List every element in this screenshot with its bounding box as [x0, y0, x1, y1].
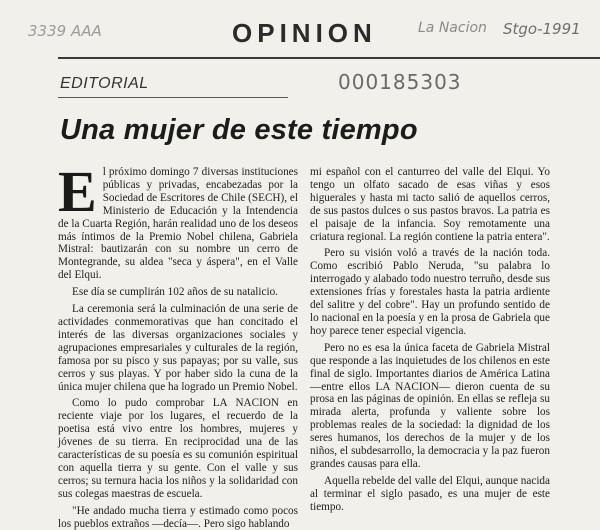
- rubric-rule: [58, 97, 288, 98]
- article-column-left: [58, 159, 298, 530]
- handwritten-archive-mark: 3339 AAA: [28, 22, 102, 40]
- section-title: OPINION: [232, 18, 377, 48]
- paragraph: La ceremonia será la culminación de una serie de actividades conmemorativas que han concitado el interés de las diversas organizaciones sociales y agrupaciones empresariales y culturales de la región, famosa por su pisco y sus papayas; por su valle, sus cerros y sus playas. Y por haber sido la cuna de la única mujer chilena que ha logrado un Premio Nobel.: [58, 303, 298, 393]
- paragraph: "He andado mucha tierra y estimado como pocos los pueblos extraños —decía—. Pero sigo hablando: [58, 504, 298, 530]
- paragraph: El próximo domingo 7 diversas instituciones públicas y privadas, encabezadas por la Sociedad de Escritores de Chile (SECH), el Ministerio de Educación y la Intendencia de la Cuarta Región, harán realidad uno de los deseos más íntimos de la Premio Nobel chilena, Gabriela Mistral: bautizarán con su nombre un cerro de Montegrande, su aldea "seca y áspera", en el Valle del Elqui.: [58, 159, 298, 282]
- drop-cap: E: [58, 159, 97, 224]
- handwritten-code: 000185303: [338, 70, 462, 94]
- handwritten-source: La Nacion: [418, 20, 487, 36]
- paragraph: Pero su visión voló a través de la nación toda. Como escribió Pablo Neruda, "su palabra lo interrogado y alabado todo nuestro terruño, desde sus extensiones frías y forestales hasta la patria ardiente del salitre y del cobre". Hay un profundo sentido de lo nacional en la poesía y en la prosa de Gabriela que hoy parece tener especial vigencia.: [310, 247, 550, 337]
- header-rule: [58, 57, 600, 59]
- headline: Una mujer de este tiempo: [60, 114, 418, 146]
- paragraph: Pero no es esa la única faceta de Gabriela Mistral que responde a las inquietudes de los chilenos en este final de siglo. Importantes diarios de América Latina —entre ellos LA NACION— dieron cuenta de su prosa en las páginas de opinión. En ellas se refleja su mirada alerta, profunda y valiente sobre los problemas reales de la sociedad: la dignidad de los seres humanos, los derechos de la mujer y de los niños, el subdesarrollo, la democracia y la paz fueron grandes causas para ella.: [310, 341, 550, 470]
- paragraph: Aquella rebelde del valle del Elqui, aunque nacida al terminar el siglo pasado, es una mujer de este tiempo.: [310, 474, 550, 513]
- paragraph: Como lo pudo comprobar LA NACION en reciente viaje por los lugares, el recuerdo de la poetisa está vivo entre los hombres, mujeres y jóvenes de su tierra. En reciprocidad una de las características de su poesía es su comunión espiritual con aquella tierra y su gente. Con el valle y sus cerros; su ternura hacia los niños y la solidaridad con sus colegas maestras de escuela.: [58, 397, 298, 500]
- article-column-right: [310, 166, 550, 514]
- paragraph: Ese día se cumplirán 102 años de su natalicio.: [72, 286, 278, 299]
- rubric-label: EDITORIAL: [60, 75, 149, 92]
- handwritten-date: Stgo-1991: [503, 20, 581, 38]
- paragraph: mi español con el canturreo del valle del Elqui. Yo tengo un olfato sacado de esas viñas y esos higuerales y hasta mi tacto salió de aquellos cerros, de sus pastos dulces o sus pastos bravos. La patria es el paisaje de la infancia. Soy remotamente una criatura regional. La región contiene la patria entera".: [310, 166, 550, 243]
